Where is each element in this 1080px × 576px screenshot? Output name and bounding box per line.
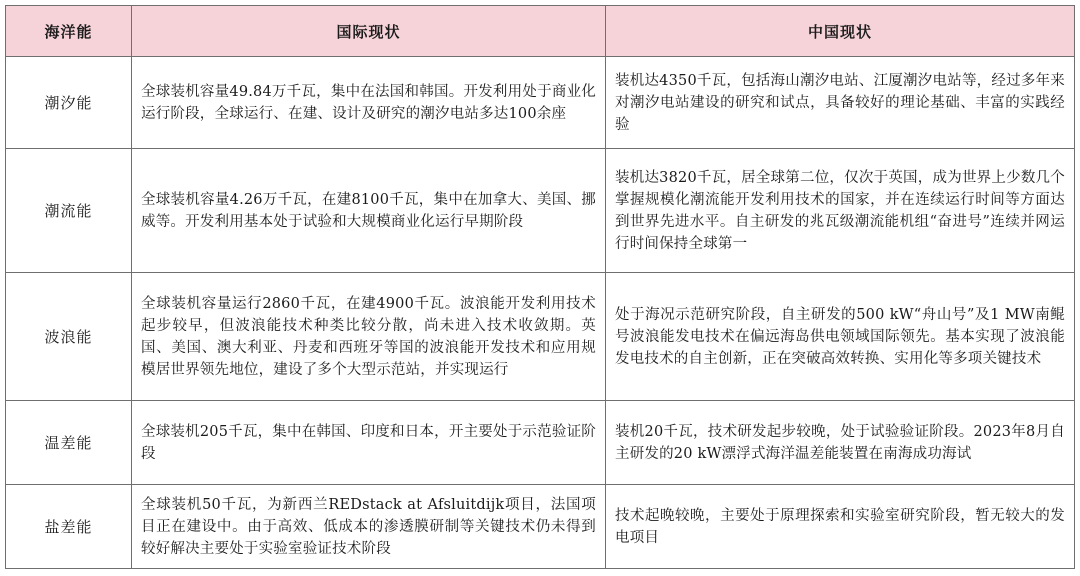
table-row — [6, 273, 1075, 401]
table-container — [5, 5, 1074, 569]
row-category: 潮流能 — [6, 149, 132, 273]
header-ocean-energy: 海洋能 — [6, 6, 132, 57]
row-china: 装机达4350千瓦，包括海山潮汐电站、江厦潮汐电站等，经过多年来对潮汐电站建设的研究和试点，具备较好的理论基础、丰富的实践经验 — [606, 57, 1075, 149]
row-international: 全球装机容量49.84万千瓦，集中在法国和韩国。开发利用处于商业化运行阶段，全球运行、在建、设计及研究的潮汐电站多达100余座 — [132, 57, 606, 149]
header-row — [6, 6, 1075, 57]
row-international: 全球装机容量运行2860千瓦，在建4900千瓦。波浪能开发利用技术起步较早，但波浪能技术种类比较分散，尚未进入技术收敛期。英国、美国、澳大利亚、丹麦和西班牙等国的波浪能开发技术和应用规模居世界领先地位，建设了多个大型示范站，并实现运行 — [132, 273, 606, 401]
row-international: 全球装机容量4.26万千瓦，在建8100千瓦，集中在加拿大、美国、挪威等。开发利用基本处于试验和大规模商业化运行早期阶段 — [132, 149, 606, 273]
header-china-status: 中国现状 — [606, 6, 1075, 57]
row-china: 处于海况示范研究阶段，自主研发的500 kW“舟山号”及1 MW南鲲号波浪能发电技术在偏远海岛供电领域国际领先。基本实现了波浪能发电技术的自主创新，正在突破高效转换、实用化等多项关键技术 — [606, 273, 1075, 401]
row-china: 技术起晚较晚，主要处于原理探索和实验室研究阶段，暂无较大的发电项目 — [606, 485, 1075, 569]
table-row — [6, 485, 1075, 569]
row-china: 装机20千瓦，技术研发起步较晚，处于试验验证阶段。2023年8月自主研发的20 kW漂浮式海洋温差能装置在南海成功海试 — [606, 401, 1075, 485]
table-row — [6, 57, 1075, 149]
row-china: 装机达3820千瓦，居全球第二位，仅次于英国，成为世界上少数几个掌握规模化潮流能开发利用技术的国家，并在连续运行时间等方面达到世界先进水平。自主研发的兆瓦级潮流能机组“奋进号”连续并网运行时间保持全球第一 — [606, 149, 1075, 273]
row-category: 波浪能 — [6, 273, 132, 401]
row-category: 温差能 — [6, 401, 132, 485]
table-row — [6, 149, 1075, 273]
row-category: 潮汐能 — [6, 57, 132, 149]
row-category: 盐差能 — [6, 485, 132, 569]
row-international: 全球装机50千瓦，为新西兰REDstack at Afsluitdijk项目，法国项目正在建设中。由于高效、低成本的渗透膜研制等关键技术仍未得到较好解决主要处于实验室验证技术阶段 — [132, 485, 606, 569]
table-row — [6, 401, 1075, 485]
header-international-status: 国际现状 — [132, 6, 606, 57]
ocean-energy-table — [5, 5, 1075, 569]
row-international: 全球装机205千瓦，集中在韩国、印度和日本，开主要处于示范验证阶段 — [132, 401, 606, 485]
